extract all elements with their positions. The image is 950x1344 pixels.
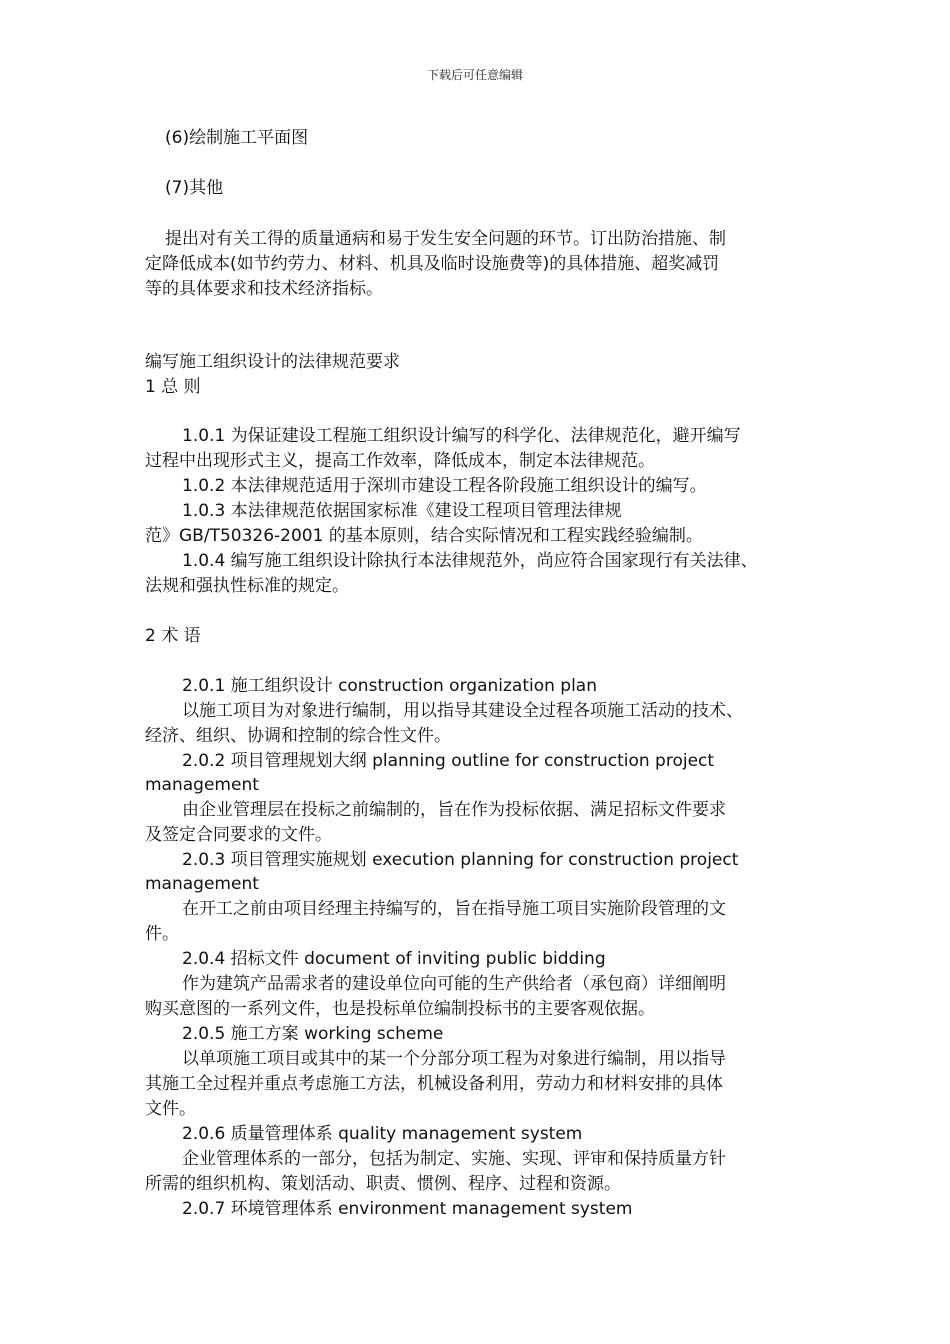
ch1-line-5: 范》GB/T50326-2001 的基本原则，结合实际情况和工程实践经验编制。 (145, 526, 703, 546)
ch1-line-3: 1.0.2 本法律规范适用于深圳市建设工程各阶段施工组织设计的编写。 (182, 476, 707, 496)
ch1-line-2: 过程中出现形式主义，提高工作效率，降低成本，制定本法律规范。 (145, 451, 655, 471)
ch1-line-6: 1.0.4 编写施工组织设计除执行本法律规范外，尚应符合国家现行有关法律、 (182, 551, 758, 571)
chapter1-title: 1 总 则 (145, 377, 201, 397)
ch1-line-4: 1.0.3 本法律规范依据国家标准《建设工程项目管理法律规 (182, 501, 622, 521)
ch2-line-2: 以施工项目为对象进行编制，用以指导其建设全过程各项施工活动的技术、 (182, 701, 743, 721)
chapter2-title: 2 术 语 (145, 626, 201, 646)
ch2-line-14: 购买意图的一系列文件，也是投标单位编制投标书的主要客观依据。 (145, 999, 655, 1019)
section-title: 编写施工组织设计的法律规范要求 (145, 352, 400, 372)
ch2-line-9: management (145, 874, 259, 894)
ch2-line-6: 由企业管理层在投标之前编制的，旨在作为投标依据、满足招标文件要求 (182, 800, 726, 820)
ch2-line-1: 2.0.1 施工组织设计 construction organization plan (182, 676, 597, 696)
ch2-line-17: 其施工全过程并重点考虑施工方法，机械设备利用，劳动力和材料安排的具体 (145, 1074, 723, 1094)
ch2-line-5: management (145, 775, 259, 795)
ch2-line-18: 文件。 (145, 1099, 196, 1119)
ch2-line-11: 件。 (145, 924, 179, 944)
ch2-line-20: 企业管理体系的一部分，包括为制定、实施、实现、评审和保持质量方针 (182, 1149, 726, 1169)
ch2-line-21: 所需的组织机构、策划活动、职责、惯例、程序、过程和资源。 (145, 1174, 621, 1194)
ch2-line-19: 2.0.6 质量管理体系 quality management system (182, 1124, 583, 1144)
page-header: 下载后可任意编辑 (426, 68, 523, 82)
ch2-line-8: 2.0.3 项目管理实施规划 execution planning for construction project (182, 850, 739, 870)
ch2-line-15: 2.0.5 施工方案 working scheme (182, 1024, 444, 1044)
ch1-line-7: 法规和强执性标准的规定。 (145, 576, 349, 596)
ch2-line-10: 在开工之前由项目经理主持编写的，旨在指导施工项目实施阶段管理的文 (182, 899, 726, 919)
ch2-line-13: 作为建筑产品需求者的建设单位向可能的生产供给者（承包商）详细阐明 (182, 974, 726, 994)
ch2-line-22: 2.0.7 环境管理体系 environment management system (182, 1199, 633, 1219)
ch2-line-7: 及签定合同要求的文件。 (145, 825, 332, 845)
ch1-line-1: 1.0.1 为保证建设工程施工组织设计编写的科学化、法律规范化，避开编写 (182, 426, 741, 446)
ch2-line-4: 2.0.2 项目管理规划大纲 planning outline for construction project (182, 751, 715, 771)
list-item-6: (6)绘制施工平面图 (165, 128, 309, 148)
ch2-line-3: 经济、组织、协调和控制的综合性文件。 (145, 726, 451, 746)
intro-line-3: 等的具体要求和技术经济指标。 (145, 279, 383, 299)
intro-line-2: 定降低成本(如节约劳力、材料、机具及临时设施费等)的具体措施、超奖减罚 (145, 254, 720, 274)
list-item-7: (7)其他 (165, 178, 224, 198)
ch2-line-12: 2.0.4 招标文件 document of inviting public bidding (182, 949, 606, 969)
ch2-line-16: 以单项施工项目或其中的某一个分部分项工程为对象进行编制，用以指导 (182, 1049, 726, 1069)
intro-line-1: 提出对有关工得的质量通病和易于发生安全问题的环节。订出防治措施、制 (165, 229, 726, 249)
